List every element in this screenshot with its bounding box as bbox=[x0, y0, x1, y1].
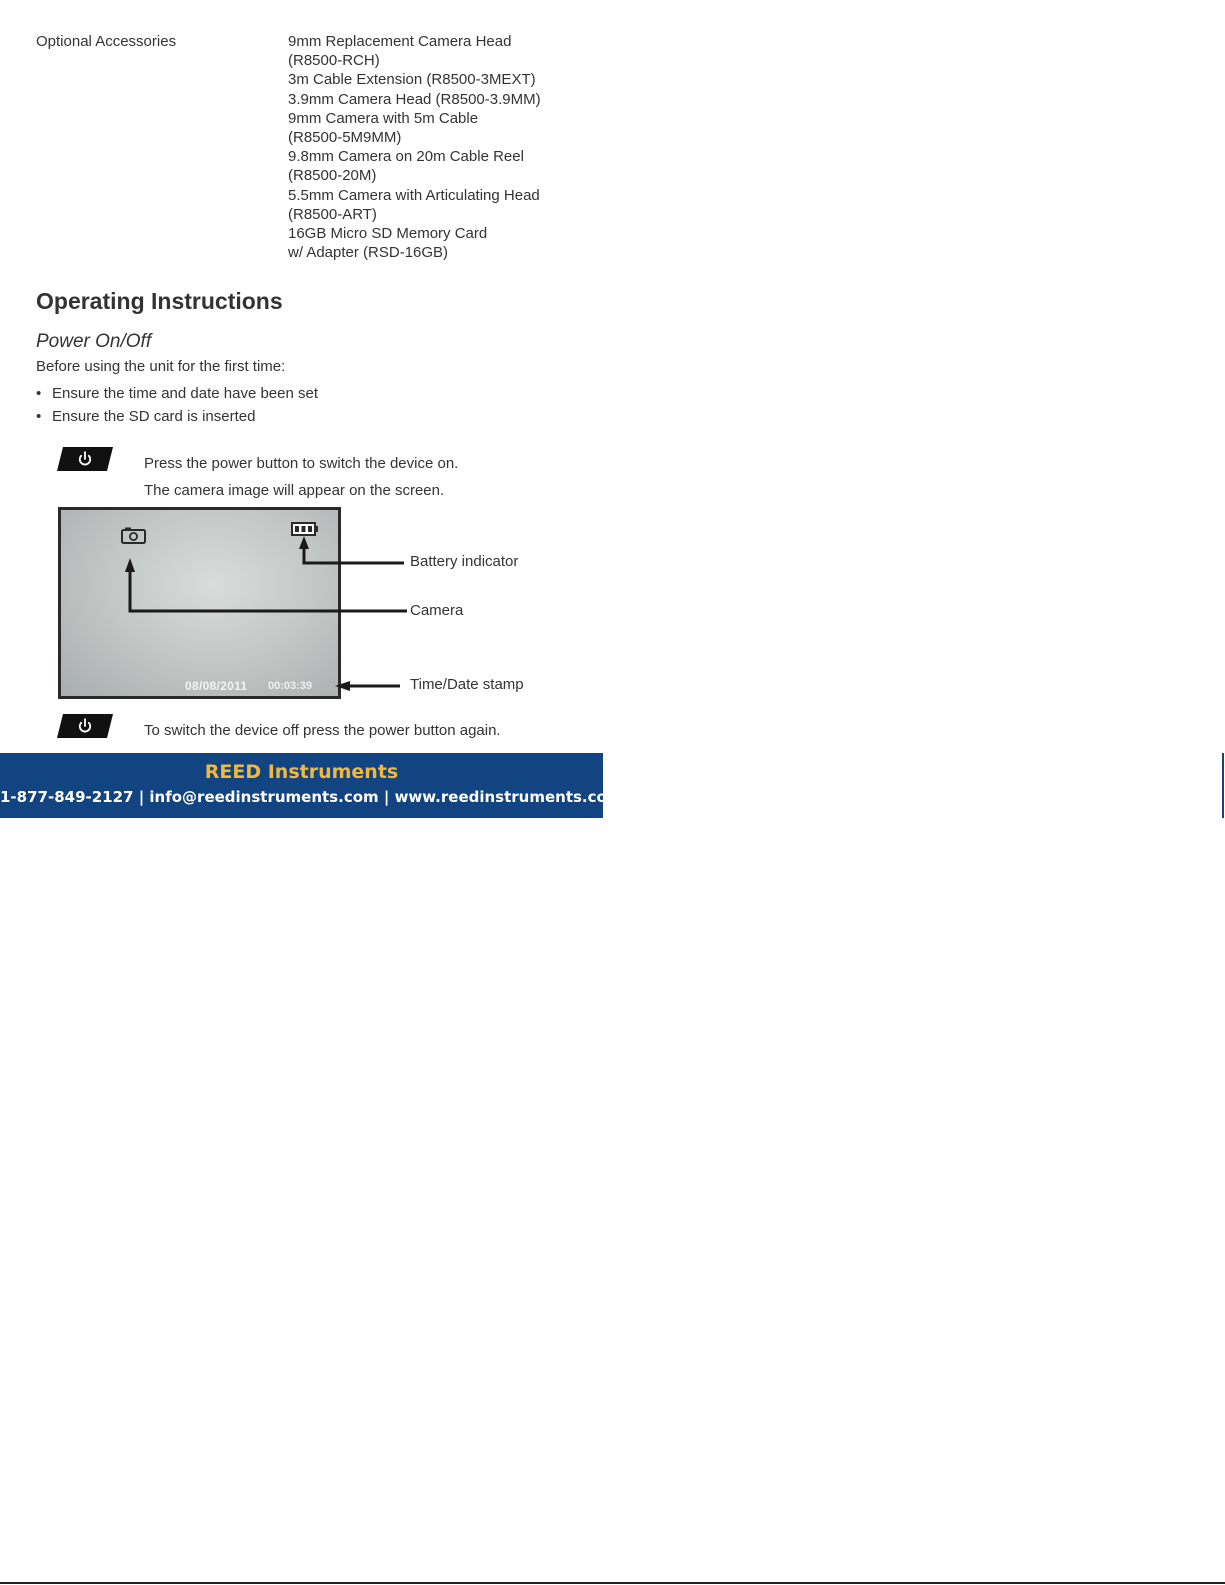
battery-arrow bbox=[304, 545, 404, 563]
battery-arrowhead bbox=[299, 536, 309, 549]
callout-arrows bbox=[0, 0, 610, 760]
power-icon bbox=[57, 714, 113, 738]
screen-date: 08/08/2011 bbox=[185, 679, 248, 693]
accessory-line: 3m Cable Extension (R8500-3MEXT) bbox=[288, 71, 536, 89]
list-item-text: Ensure the time and date have been set bbox=[52, 385, 319, 402]
power-on-instruction: Press the power button to switch the device on. bbox=[144, 455, 459, 472]
power-off-instruction: To switch the device off press the power button again. bbox=[144, 722, 501, 739]
bullet-icon: • bbox=[36, 385, 42, 402]
spec-label: Optional Accessories bbox=[36, 33, 177, 50]
camera-arrowhead bbox=[125, 558, 135, 572]
page-bottom-rule bbox=[0, 1582, 1225, 1584]
callout-timestamp: Time/Date stamp bbox=[410, 676, 524, 693]
section-title: Operating Instructions bbox=[36, 288, 283, 314]
callout-camera: Camera bbox=[410, 602, 464, 619]
accessory-line: 5.5mm Camera with Articulating Head bbox=[288, 186, 540, 204]
accessory-line: 3.9mm Camera Head (R8500-3.9MM) bbox=[288, 90, 541, 108]
accessory-line: 9.8mm Camera on 20m Cable Reel bbox=[288, 148, 524, 166]
bullet-icon: • bbox=[36, 408, 42, 425]
camera-arrow bbox=[130, 569, 407, 611]
accessory-line: (R8500-ART) bbox=[288, 205, 377, 223]
power-on-result: The camera image will appear on the screen. bbox=[144, 482, 445, 499]
accessory-line: w/ Adapter (RSD-16GB) bbox=[288, 244, 449, 262]
accessory-line: 9mm Replacement Camera Head bbox=[288, 33, 512, 50]
callout-battery: Battery indicator bbox=[410, 553, 519, 570]
section-subtitle: Power On/Off bbox=[36, 331, 152, 352]
list-item-text: Ensure the SD card is inserted bbox=[52, 408, 256, 425]
brand-name: REED Instruments bbox=[204, 761, 399, 783]
accessory-line: (R8500-20M) bbox=[288, 167, 377, 185]
screen-time: 00:03:39 bbox=[268, 680, 313, 692]
intro-text: Before using the unit for the first time: bbox=[36, 358, 286, 375]
accessory-line: 16GB Micro SD Memory Card bbox=[288, 225, 488, 243]
footer-banner bbox=[0, 753, 623, 818]
accessory-line: 9mm Camera with 5m Cable bbox=[288, 109, 479, 127]
accessory-line: (R8500-RCH) bbox=[288, 52, 380, 70]
timestamp-arrowhead bbox=[335, 681, 350, 691]
edge-marker bbox=[1222, 753, 1224, 818]
contact-info: 1-877-849-2127 | info@reedinstruments.com | www.reedinstruments.com bbox=[0, 788, 623, 806]
accessory-line: (R8500-5M9MM) bbox=[288, 129, 402, 147]
